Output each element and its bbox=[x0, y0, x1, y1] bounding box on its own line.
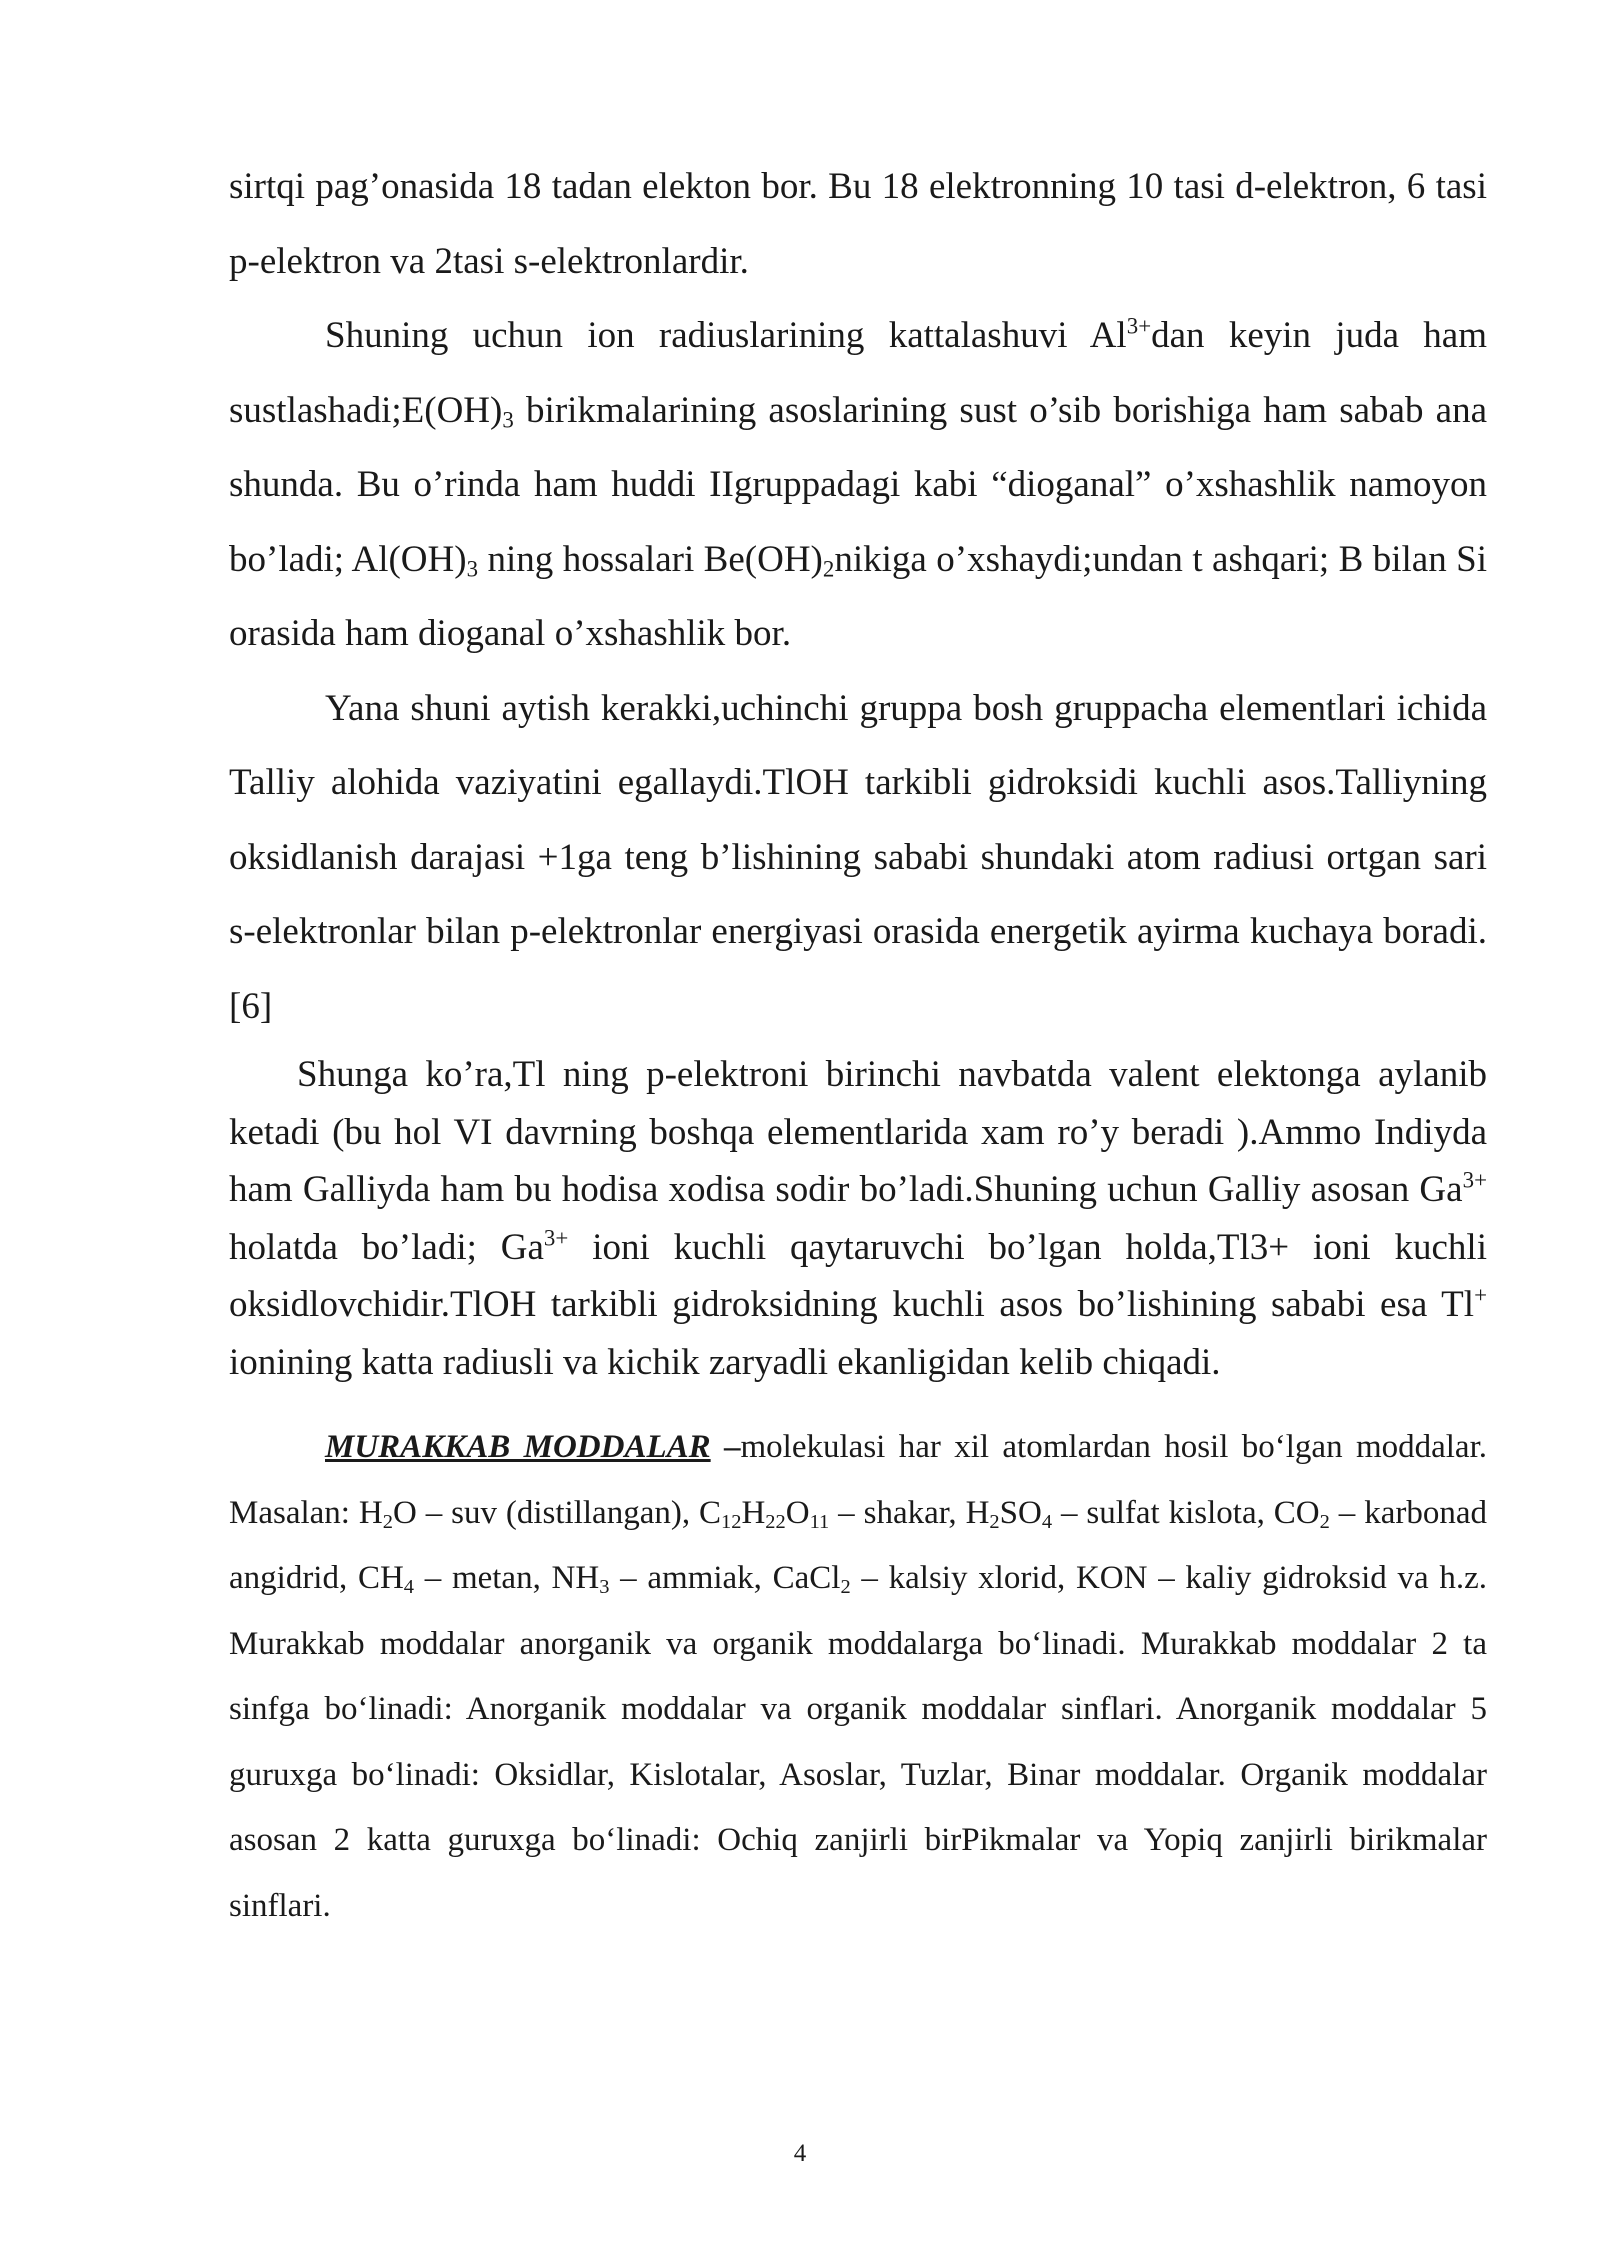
paragraph-electron-shell: sirtqi pag’onasida 18 tadan elekton bor. Bu 18 elektronning 10 tasi d-elektron, 6 tasi p-elektron va 2tasi s-elektronlardir. bbox=[229, 166, 1487, 282]
paragraph-thallium-electron: Shunga ko’ra,Tl ning p-elektroni birinchi navbatda valent elektonga aylanib ketadi (bu hol VI davrning boshqa elementlarida xam ro’y beradi ).Ammo Indiyda ham Galliyda ham bu hodisa xodisa sodir bo’ladi.Shuning uchun Galliy asosan $Ga^{3+}$ holatda bo’ladi; $Ga^{3+}$ ioni kuchli qaytaruvchi bo’lgan holda,Tl3+ ioni kuchli oksidlovchidir.TlOH tarkibli gidroksidning kuchli asos bo’lishining sababi esa Tl+ ionining katta radiusli va kichik zaryadli ekanligidan kelib chiqadi. bbox=[229, 1054, 1487, 1383]
section-heading: MURAKKAB MODDALAR bbox=[325, 1429, 711, 1465]
paragraph-ion-radius: Shuning uchun ion radiuslarining kattalashuvi $Al^{3+}dan$ keyin juda ham $sustlashadi;E(OH)_3$ birikmalarining asoslarining sust o’sib borishiga ham sabab ana shunda. Bu o’rinda ham huddi IIgruppadagi kabi “dioganal” o’xshashlik namoyon bo’ladi; $Al(OH)_3$ ning hossalari $Be(OH)_2nikiga$ o’xshaydi;undan t ashqari; B bilan Si orasida ham dioganal o’xshashlik bor. bbox=[229, 313, 1488, 654]
paragraph-complex-substances: MURAKKAB MODDALAR –molekulasi har xil atomlardan hosil bo‘lgan moddalar. Masalan: $H_2O$ – suv (distillangan), $C_{12}H_{22}O_{11}$ – shakar, $H_2SO_4$ – sulfat kislota, $CO_2$ – karbonad angidrid, $CH_4$ – metan, $NH_3$ – ammiak, CaCl$_2$ – kalsiy xlorid, KON – kaliy gidroksid va h.z. Murakkab moddalar anorganik va organik moddalarga bo‘linadi. Murakkab moddalar 2 ta sinfga bo‘linadi: Anorganik moddalar va organik moddalar sinflari. Anorganik moddalar 5 guruxga bo‘linadi: Oksidlar, Kislotalar, Asoslar, Tuzlar, Binar moddalar. Organik moddalar asosan 2 katta guruxga bo‘linadi: Ochiq zanjirli birPikmalar va Yopiq zanjirli birikmalar sinflari. bbox=[229, 1429, 1488, 1924]
page-content bbox=[229, 150, 1487, 1939]
paragraph-thallium: Yana shuni aytish kerakki,uchinchi gruppa bosh gruppacha elementlari ichida Talliy alohida vaziyatini egallaydi.TlOH tarkibli gidroksidi kuchli asos.Talliyning oksidlanish darajasi +1ga teng b’lishining sababi shundaki atom radiusi ortgan sari s-elektronlar bilan p-elektronlar energiyasi orasida energetik ayirma kuchaya boradi. [6] bbox=[229, 687, 1487, 1027]
page-number: 4 bbox=[793, 2140, 807, 2167]
